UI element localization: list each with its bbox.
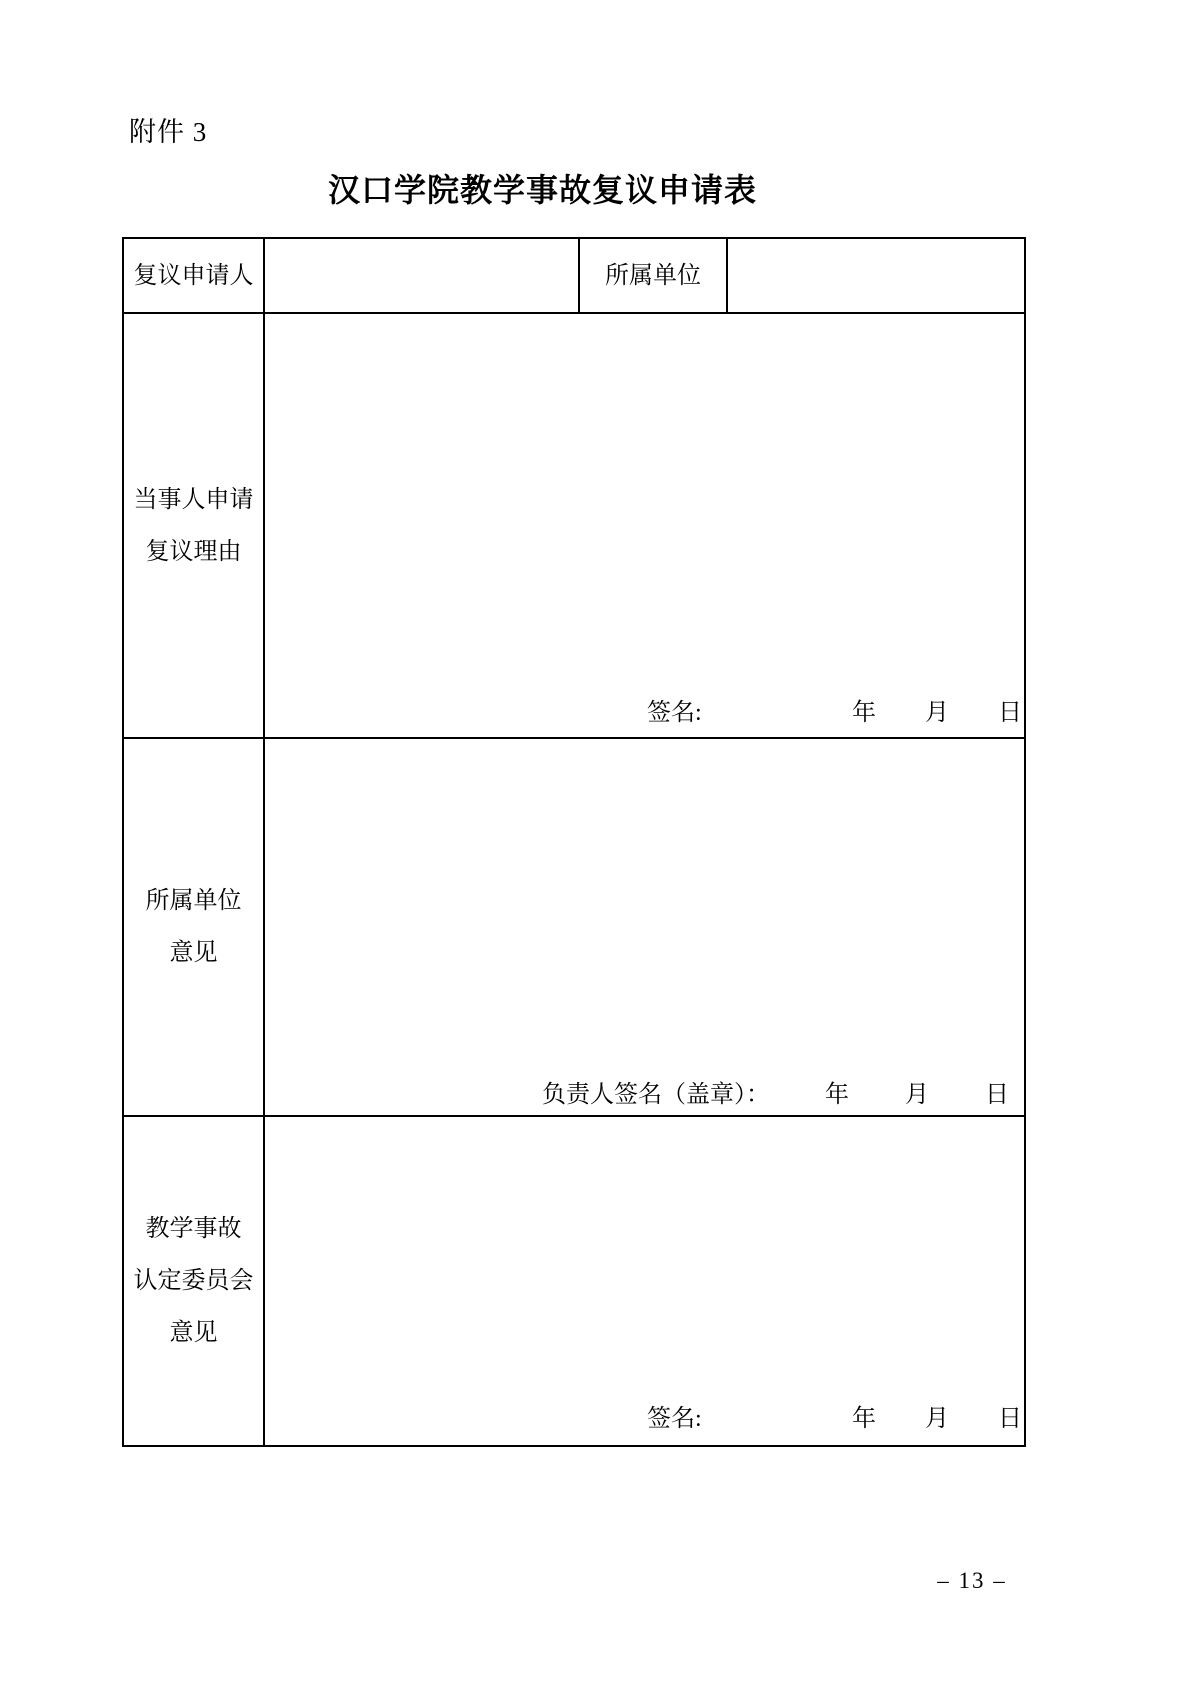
committee-label-line2: 认定委员会	[133, 1268, 254, 1294]
committee-opinion-label-cell	[123, 1116, 264, 1446]
year-label: 年	[852, 1406, 876, 1432]
reason-label-line1: 当事人申请	[133, 486, 254, 513]
unit-opinion-row	[123, 738, 1025, 1116]
page-number: – 13 –	[937, 1568, 1007, 1593]
day-label: 日	[998, 700, 1022, 726]
unit-opinion-label-cell	[123, 738, 264, 1116]
month-label: 月	[925, 700, 949, 726]
year-label: 年	[852, 700, 876, 726]
unit-opinion-label-line2: 意见	[169, 940, 218, 966]
committee-label-line3: 意见	[169, 1320, 218, 1346]
committee-opinion-content-cell	[264, 1116, 1025, 1446]
unit-opinion-label-line1: 所属单位	[145, 888, 242, 914]
month-label: 月	[905, 1082, 929, 1108]
month-label: 月	[925, 1406, 949, 1432]
unit-value-cell	[727, 238, 1025, 313]
unit-label-cell: 所属单位	[579, 238, 727, 313]
day-label: 日	[985, 1082, 1009, 1108]
day-label: 日	[998, 1406, 1022, 1432]
applicant-value-cell	[264, 238, 579, 313]
applicant-label-cell: 复议申请人	[123, 238, 264, 313]
unit-opinion-content-cell	[264, 738, 1025, 1116]
reason-row	[123, 313, 1025, 738]
application-form-table	[122, 237, 1026, 1447]
responsible-sign-label: 负责人签名（盖章）：	[542, 1082, 770, 1108]
applicant-row	[123, 238, 1025, 313]
sign-label: 签名:	[647, 700, 702, 726]
sign-label: 签名:	[647, 1406, 702, 1432]
reason-label-line2: 复议理由	[145, 538, 242, 565]
reason-content-cell	[264, 313, 1025, 738]
title-row	[0, 165, 1085, 211]
year-label: 年	[825, 1082, 849, 1108]
reason-label-cell	[123, 313, 264, 738]
committee-label-line1: 教学事故	[145, 1216, 242, 1242]
attachment-label: 附件 3	[129, 117, 208, 147]
page-title: 汉口学院教学事故复议申请表	[327, 172, 757, 208]
committee-opinion-row	[123, 1116, 1025, 1446]
